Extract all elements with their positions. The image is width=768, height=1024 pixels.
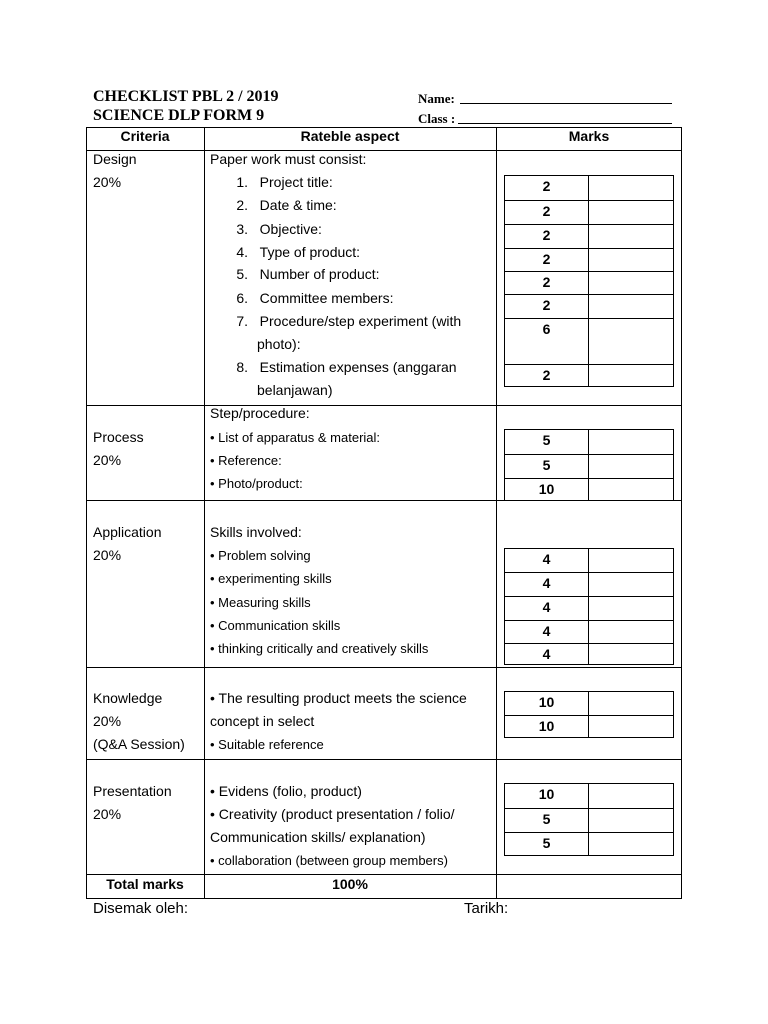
mark-row bbox=[505, 318, 673, 364]
name-field-line[interactable] bbox=[460, 103, 672, 104]
application-item-5: • thinking critically and creatively skills bbox=[210, 641, 429, 656]
mark-value: 5 bbox=[505, 809, 589, 832]
application-item-1: • Problem solving bbox=[210, 548, 311, 563]
mark-row bbox=[505, 430, 673, 454]
header-marks: Marks bbox=[568, 128, 610, 144]
header-aspect: Rateble aspect bbox=[300, 128, 400, 144]
header-criteria: Criteria bbox=[120, 128, 170, 144]
knowledge-line-1: • The resulting product meets the science bbox=[210, 690, 467, 706]
design-item-6: 6. Committee members: bbox=[236, 290, 394, 306]
design-item-2: 2. Date & time: bbox=[236, 197, 337, 213]
mark-value: 2 bbox=[505, 225, 589, 248]
mark-value: 2 bbox=[505, 295, 589, 318]
title-line-2: SCIENCE DLP FORM 9 bbox=[93, 107, 265, 124]
mark-row bbox=[505, 808, 673, 832]
checked-by-label: Disemak oleh: bbox=[93, 900, 189, 917]
mark-row bbox=[505, 478, 673, 500]
mark-row bbox=[505, 643, 673, 664]
application-item-4: • Communication skills bbox=[210, 618, 341, 633]
knowledge-marks-box bbox=[504, 691, 674, 738]
mark-row bbox=[505, 784, 673, 808]
class-field-line[interactable] bbox=[458, 123, 672, 124]
design-item-1: 1. Project title: bbox=[236, 174, 333, 190]
mark-row bbox=[505, 715, 673, 737]
knowledge-line-3: • Suitable reference bbox=[210, 737, 324, 752]
design-weight: 20% bbox=[93, 174, 122, 190]
date-label: Tarikh: bbox=[464, 900, 509, 917]
presentation-line-2: • Creativity (product presentation / folio/ bbox=[210, 806, 455, 822]
total-label: Total marks bbox=[106, 876, 184, 892]
name-label: Name: bbox=[418, 91, 455, 106]
process-criteria: Process bbox=[93, 429, 144, 445]
mark-row bbox=[505, 454, 673, 478]
application-criteria: Application bbox=[93, 524, 162, 540]
mark-value: 4 bbox=[505, 549, 589, 572]
application-item-3: • Measuring skills bbox=[210, 595, 311, 610]
mark-row bbox=[505, 200, 673, 224]
mark-row bbox=[505, 549, 673, 572]
design-marks-box bbox=[504, 175, 674, 387]
mark-row bbox=[505, 572, 673, 596]
design-criteria: Design bbox=[93, 151, 137, 167]
application-marks-box bbox=[504, 548, 674, 665]
mark-value: 5 bbox=[505, 833, 589, 855]
design-item-8-cont: belanjawan) bbox=[257, 382, 333, 398]
process-weight: 20% bbox=[93, 452, 122, 468]
mark-row bbox=[505, 364, 673, 386]
mark-row bbox=[505, 248, 673, 271]
knowledge-criteria: Knowledge bbox=[93, 690, 163, 706]
column-divider-2 bbox=[496, 127, 497, 899]
knowledge-note: (Q&A Session) bbox=[93, 736, 185, 752]
mark-value: 10 bbox=[505, 692, 589, 715]
mark-row bbox=[505, 832, 673, 855]
column-divider-1 bbox=[204, 127, 205, 899]
mark-value: 5 bbox=[505, 455, 589, 478]
mark-value: 6 bbox=[505, 319, 589, 364]
row-divider-header bbox=[86, 150, 682, 151]
row-divider-knowledge bbox=[86, 759, 682, 760]
process-item-2: • Reference: bbox=[210, 453, 282, 468]
application-item-2: • experimenting skills bbox=[210, 571, 332, 586]
presentation-line-3: Communication skills/ explanation) bbox=[210, 829, 426, 845]
presentation-weight: 20% bbox=[93, 806, 122, 822]
row-divider-application bbox=[86, 667, 682, 668]
title-line-1: CHECKLIST PBL 2 / 2019 bbox=[93, 88, 279, 105]
presentation-line-4: • collaboration (between group members) bbox=[210, 853, 448, 868]
mark-value: 4 bbox=[505, 621, 589, 643]
presentation-criteria: Presentation bbox=[93, 783, 172, 799]
process-item-1: • List of apparatus & material: bbox=[210, 430, 381, 445]
class-label: Class : bbox=[418, 111, 456, 126]
mark-row bbox=[505, 620, 673, 643]
design-item-7-cont: photo): bbox=[257, 336, 301, 352]
application-intro: Skills involved: bbox=[210, 524, 302, 540]
mark-row bbox=[505, 176, 673, 200]
mark-value: 10 bbox=[505, 716, 589, 737]
mark-value: 2 bbox=[505, 272, 589, 294]
total-value: 100% bbox=[332, 876, 368, 892]
application-weight: 20% bbox=[93, 547, 122, 563]
mark-value: 10 bbox=[505, 784, 589, 808]
design-intro: Paper work must consist: bbox=[210, 151, 367, 167]
mark-value: 5 bbox=[505, 430, 589, 454]
process-marks-box bbox=[504, 429, 674, 501]
mark-value: 2 bbox=[505, 201, 589, 224]
row-divider-design bbox=[86, 405, 682, 406]
row-divider-presentation bbox=[86, 874, 682, 875]
mark-row bbox=[505, 271, 673, 294]
mark-value: 2 bbox=[505, 176, 589, 200]
mark-value: 4 bbox=[505, 573, 589, 596]
design-item-8: 8. Estimation expenses (anggaran bbox=[236, 359, 457, 375]
design-item-4: 4. Type of product: bbox=[236, 244, 361, 260]
mark-row bbox=[505, 692, 673, 715]
mark-row bbox=[505, 596, 673, 620]
presentation-line-1: • Evidens (folio, product) bbox=[210, 783, 362, 799]
knowledge-weight: 20% bbox=[93, 713, 122, 729]
mark-row bbox=[505, 224, 673, 248]
design-item-5: 5. Number of product: bbox=[236, 266, 380, 282]
mark-row bbox=[505, 294, 673, 318]
knowledge-line-2: concept in select bbox=[210, 713, 315, 729]
presentation-marks-box bbox=[504, 783, 674, 856]
mark-value: 4 bbox=[505, 597, 589, 620]
design-item-3: 3. Objective: bbox=[236, 221, 322, 237]
process-item-3: • Photo/product: bbox=[210, 476, 303, 491]
mark-value: 2 bbox=[505, 249, 589, 271]
mark-value: 2 bbox=[505, 365, 589, 386]
mark-value: 4 bbox=[505, 644, 589, 664]
process-intro: Step/procedure: bbox=[210, 405, 310, 421]
design-item-7: 7. Procedure/step experiment (with bbox=[236, 313, 462, 329]
mark-value: 10 bbox=[505, 479, 589, 500]
